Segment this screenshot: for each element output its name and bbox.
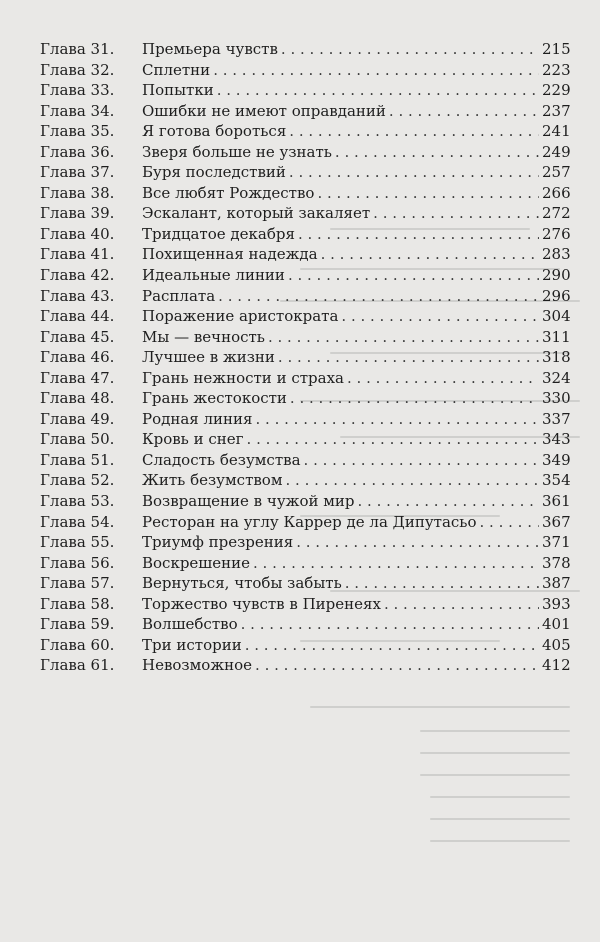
chapter-title: Грань жестокости bbox=[142, 389, 287, 408]
chapter-title: Расплата bbox=[142, 286, 216, 305]
chapter-number: Глава 40. bbox=[40, 224, 115, 243]
dot-leader bbox=[288, 266, 539, 284]
page-number: 241 bbox=[542, 122, 571, 141]
chapter-title: Ошибки не имеют оправданий bbox=[142, 101, 386, 120]
toc-entry bbox=[40, 369, 570, 390]
chapter-number: Глава 58. bbox=[40, 594, 115, 613]
page-number: 296 bbox=[542, 286, 571, 305]
dot-leader bbox=[290, 389, 539, 407]
toc-entry bbox=[40, 81, 570, 102]
chapter-title: Вернуться, чтобы забыть bbox=[142, 574, 342, 593]
toc-entry bbox=[40, 451, 570, 472]
toc-entry bbox=[40, 102, 570, 123]
toc-entry bbox=[40, 513, 570, 534]
chapter-number: Глава 52. bbox=[40, 471, 115, 490]
chapter-number: Глава 38. bbox=[40, 183, 115, 202]
dot-leader bbox=[389, 102, 539, 120]
page-number: 276 bbox=[542, 224, 571, 243]
toc-entry bbox=[40, 204, 570, 225]
chapter-title: Грань нежности и страха bbox=[142, 368, 344, 387]
chapter-number: Глава 56. bbox=[40, 553, 115, 572]
dot-leader bbox=[296, 533, 539, 551]
dot-leader bbox=[317, 184, 539, 202]
chapter-title: Волшебство bbox=[142, 615, 238, 634]
page-number: 330 bbox=[542, 389, 571, 408]
chapter-number: Глава 46. bbox=[40, 348, 115, 367]
page-number: 371 bbox=[542, 533, 571, 552]
dot-leader bbox=[281, 40, 539, 58]
chapter-title: Мы — вечность bbox=[142, 327, 265, 346]
page-number: 361 bbox=[542, 492, 571, 511]
chapter-title: Идеальные линии bbox=[142, 266, 285, 285]
toc-entry bbox=[40, 471, 570, 492]
chapter-number: Глава 33. bbox=[40, 81, 115, 100]
chapter-number: Глава 36. bbox=[40, 142, 115, 161]
toc-entry bbox=[40, 266, 570, 287]
dot-leader bbox=[218, 287, 539, 305]
toc-entry bbox=[40, 389, 570, 410]
toc-entry bbox=[40, 287, 570, 308]
page-number: 272 bbox=[542, 204, 571, 223]
page-number: 215 bbox=[542, 40, 571, 58]
dot-leader bbox=[321, 245, 539, 263]
chapter-title: Буря последствий bbox=[142, 163, 286, 182]
dot-leader bbox=[213, 61, 539, 79]
chapter-number: Глава 59. bbox=[40, 615, 115, 634]
toc-entry bbox=[40, 636, 570, 657]
page-number: 405 bbox=[542, 635, 571, 654]
dot-leader bbox=[345, 574, 539, 592]
toc-entry bbox=[40, 225, 570, 246]
dot-leader bbox=[304, 451, 539, 469]
dot-leader bbox=[289, 122, 539, 140]
chapter-number: Глава 49. bbox=[40, 409, 115, 428]
page-number: 378 bbox=[542, 553, 571, 572]
chapter-number: Глава 61. bbox=[40, 656, 115, 675]
page-number: 229 bbox=[542, 81, 571, 100]
chapter-title: Эскалант, который закаляет bbox=[142, 204, 371, 223]
chapter-title: Все любят Рождество bbox=[142, 183, 315, 202]
dot-leader bbox=[298, 225, 539, 243]
dot-leader bbox=[255, 656, 539, 674]
toc-entry bbox=[40, 492, 570, 513]
page-number: 349 bbox=[542, 450, 571, 469]
page-number: 311 bbox=[542, 327, 571, 346]
table-of-contents bbox=[40, 40, 570, 677]
chapter-number: Глава 35. bbox=[40, 122, 115, 141]
dot-leader bbox=[289, 163, 539, 181]
toc-entry bbox=[40, 61, 570, 82]
toc-entry bbox=[40, 40, 570, 61]
chapter-title: Я готова бороться bbox=[142, 122, 287, 141]
toc-entry bbox=[40, 554, 570, 575]
dot-leader bbox=[278, 348, 539, 366]
dot-leader bbox=[241, 615, 539, 633]
dot-leader bbox=[373, 204, 539, 222]
toc-entry bbox=[40, 348, 570, 369]
chapter-title: Три истории bbox=[142, 635, 242, 654]
page-number: 412 bbox=[542, 656, 571, 675]
toc-entry bbox=[40, 163, 570, 184]
toc-entry bbox=[40, 307, 570, 328]
page-number: 237 bbox=[542, 101, 571, 120]
chapter-title: Триумф презрения bbox=[142, 533, 294, 552]
chapter-number: Глава 32. bbox=[40, 60, 115, 79]
toc-entry bbox=[40, 615, 570, 636]
dot-leader bbox=[480, 513, 539, 531]
chapter-title: Зверя больше не узнать bbox=[142, 142, 332, 161]
page-number: 354 bbox=[542, 471, 571, 490]
dot-leader bbox=[384, 595, 539, 613]
chapter-title: Невозможное bbox=[142, 656, 253, 675]
toc-entry bbox=[40, 143, 570, 164]
chapter-title: Тридцатое декабря bbox=[142, 224, 295, 243]
dot-leader bbox=[217, 81, 539, 99]
page-number: 337 bbox=[542, 409, 571, 428]
chapter-title: Жить безумством bbox=[142, 471, 283, 490]
dot-leader bbox=[268, 328, 539, 346]
chapter-title: Премьера чувств bbox=[142, 40, 278, 58]
page-number: 387 bbox=[542, 574, 571, 593]
toc-entry bbox=[40, 533, 570, 554]
chapter-number: Глава 54. bbox=[40, 512, 115, 531]
toc-entry bbox=[40, 430, 570, 451]
chapter-title: Воскрешение bbox=[142, 553, 251, 572]
chapter-number: Глава 37. bbox=[40, 163, 115, 182]
chapter-number: Глава 42. bbox=[40, 266, 115, 285]
dot-leader bbox=[341, 307, 539, 325]
chapter-number: Глава 41. bbox=[40, 245, 115, 264]
chapter-number: Глава 43. bbox=[40, 286, 115, 305]
chapter-title: Похищенная надежда bbox=[142, 245, 318, 264]
dot-leader bbox=[253, 554, 539, 572]
chapter-number: Глава 44. bbox=[40, 307, 115, 326]
page-number: 283 bbox=[542, 245, 571, 264]
toc-entry bbox=[40, 574, 570, 595]
chapter-title: Ресторан на углу Каррер де ла Дипутасьо bbox=[142, 512, 477, 531]
toc-entry bbox=[40, 184, 570, 205]
page-number: 290 bbox=[542, 266, 571, 285]
page-number: 393 bbox=[542, 594, 571, 613]
page-number: 401 bbox=[542, 615, 571, 634]
dot-leader bbox=[347, 369, 539, 387]
page-number: 324 bbox=[542, 368, 571, 387]
chapter-number: Глава 31. bbox=[40, 40, 115, 58]
chapter-number: Глава 47. bbox=[40, 368, 115, 387]
toc-entry bbox=[40, 122, 570, 143]
page-number: 367 bbox=[542, 512, 571, 531]
chapter-title: Поражение аристократа bbox=[142, 307, 339, 326]
dot-leader bbox=[335, 143, 539, 161]
chapter-title: Попытки bbox=[142, 81, 214, 100]
toc-entry bbox=[40, 245, 570, 266]
chapter-title: Сладость безумства bbox=[142, 450, 301, 469]
chapter-number: Глава 51. bbox=[40, 450, 115, 469]
chapter-title: Возвращение в чужой мир bbox=[142, 492, 355, 511]
chapter-number: Глава 55. bbox=[40, 533, 115, 552]
chapter-title: Торжество чувств в Пиренеях bbox=[142, 594, 381, 613]
chapter-number: Глава 50. bbox=[40, 430, 115, 449]
page-number: 223 bbox=[542, 60, 571, 79]
dot-leader bbox=[245, 636, 539, 654]
chapter-title: Лучшее в жизни bbox=[142, 348, 275, 367]
chapter-number: Глава 45. bbox=[40, 327, 115, 346]
toc-entry bbox=[40, 410, 570, 431]
dot-leader bbox=[256, 410, 539, 428]
toc-entry bbox=[40, 595, 570, 616]
chapter-number: Глава 39. bbox=[40, 204, 115, 223]
dot-leader bbox=[286, 471, 539, 489]
page-number: 304 bbox=[542, 307, 571, 326]
chapter-number: Глава 60. bbox=[40, 635, 115, 654]
page-number: 318 bbox=[542, 348, 571, 367]
dot-leader bbox=[247, 430, 539, 448]
page-number: 266 bbox=[542, 183, 571, 202]
chapter-title: Сплетни bbox=[142, 60, 211, 79]
dot-leader bbox=[358, 492, 539, 510]
toc-entry bbox=[40, 656, 570, 677]
chapter-title: Кровь и снег bbox=[142, 430, 244, 449]
page-number: 257 bbox=[542, 163, 571, 182]
chapter-number: Глава 53. bbox=[40, 492, 115, 511]
page-number: 249 bbox=[542, 142, 571, 161]
chapter-number: Глава 57. bbox=[40, 574, 115, 593]
chapter-number: Глава 48. bbox=[40, 389, 115, 408]
chapter-title: Родная линия bbox=[142, 409, 253, 428]
page-number: 343 bbox=[542, 430, 571, 449]
toc-entry bbox=[40, 328, 570, 349]
chapter-number: Глава 34. bbox=[40, 101, 115, 120]
